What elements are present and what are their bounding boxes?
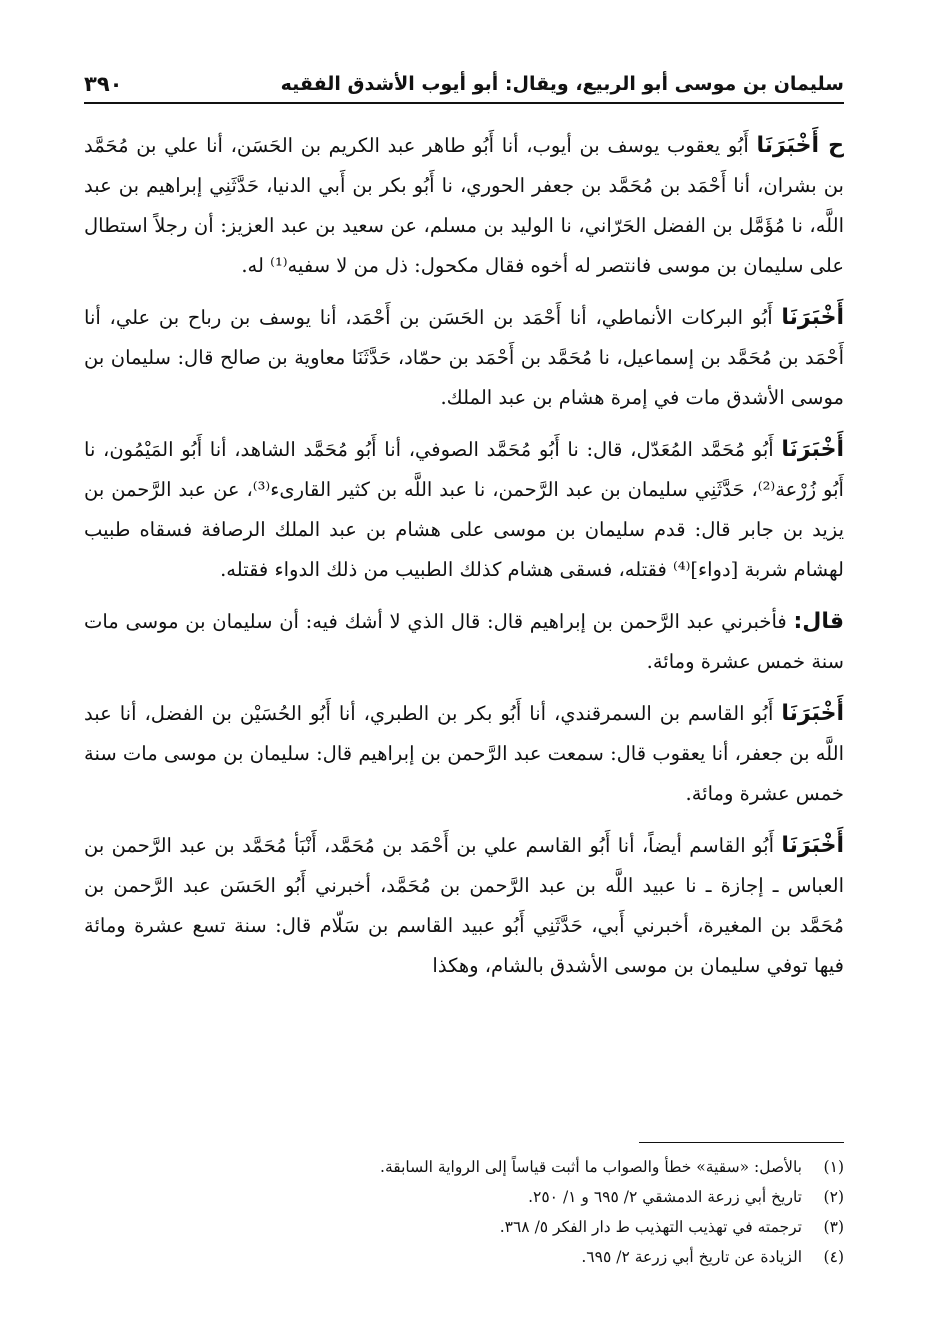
paragraph-text: أَبُو مُحَمَّد المُعَدّل، قال: نا أَبُو مُحَمَّد الصوفي، أنا أَبُو مُحَمَّد الشاهد، أنا أَبُو المَيْمُون، نا أَبُو زُرْعة⁽²⁾، حَدَّثَنِي سليمان بن عبد الرَّحمن، نا عبد اللَّه بن كثير القارىء⁽³⁾، عن عبد الرَّحمن بن يزيد بن جابر قال: قدم سليمان بن موسى على هشام بن عبد الملك الرصافة فسقاه طبيب لهشام شربة [دواء]⁽⁴⁾ فقتله، فسقى هشام كذلك الطبيب من ذلك الدواء فقتله.	[84, 438, 844, 581]
paragraph-lead: أَخْبَرَنَا	[781, 701, 844, 726]
paragraph-lead: ح أَخْبَرَنَا	[756, 133, 844, 158]
paragraph-text: أَبُو البركات الأنماطي، أنا أَحْمَد بن الحَسَن بن أَحْمَد، أنا يوسف بن رباح بن علي، أنا أَحْمَد بن مُحَمَّد بن إسماعيل، نا مُحَمَّد بن أَحْمَد بن حمّاد، حَدَّثَنَا معاوية بن صالح قال: سليمان بن موسى الأشدق مات في إمرة هشام بن عبد الملك.	[84, 306, 844, 409]
footnote-number: (٣)	[823, 1218, 844, 1236]
footnote-separator	[639, 1142, 844, 1143]
paragraph	[84, 430, 844, 590]
paragraph	[84, 602, 844, 682]
footnote-text: تاريخ أبي زرعة الدمشقي ٢/ ٦٩٥ و ١/ ٢٥٠.	[528, 1188, 802, 1206]
paragraph-text: أَبُو القاسم أيضاً، أنا أَبُو القاسم علي بن أَحْمَد بن مُحَمَّد، أَنْبَأ مُحَمَّد بن عبد الرَّحمن بن العباس ـ إجازة ـ نا عبيد اللَّه بن عبد الرَّحمن بن مُحَمَّد، أخبرني أَبُو الحَسَن عبد الرَّحمن بن مُحَمَّد بن المغيرة، أخبرني أَبي، حَدَّثَنِي أَبُو عبيد القاسم بن سَلّام قال: سنة تسع عشرة ومائة فيها توفي سليمان بن موسى الأشدق بالشام، وهكذا	[84, 834, 844, 977]
paragraph-lead: أَخْبَرَنَا	[781, 437, 844, 462]
footnote-number: (٢)	[823, 1188, 844, 1206]
footnote-number: (١)	[823, 1158, 844, 1176]
footnote	[84, 1242, 844, 1272]
book-page	[84, 52, 844, 1292]
paragraph-lead: قال:	[793, 609, 844, 634]
header-rule	[84, 102, 844, 104]
footnote-number: (٤)	[823, 1248, 844, 1266]
page-header	[84, 64, 844, 104]
footnote	[84, 1212, 844, 1242]
running-title: سليمان بن موسى أبو الربيع، ويقال: أبو أيوب الأشدق الفقيه	[280, 73, 844, 95]
footnote	[84, 1182, 844, 1212]
page-number: ٣٩٠	[84, 72, 123, 96]
paragraph	[84, 298, 844, 418]
main-text	[84, 126, 844, 998]
footnote-text: ترجمته في تهذيب التهذيب ط دار الفكر ٥/ ٣٦٨.	[499, 1218, 802, 1236]
paragraph-text: أَبُو يعقوب يوسف بن أيوب، أنا أَبُو طاهر عبد الكريم بن الحَسَن، أنا علي بن مُحَمَّد بن بشران، أنا أَحْمَد بن مُحَمَّد بن جعفر الحوري، نا أَبُو بكر بن أَبي الدنيا، حَدَّثَنِي إبراهيم بن عبد اللَّه، نا مُؤَمَّل بن الفضل الحَرّاني، نا الوليد بن مسلم، عن سعيد بن عبد العزيز: أن رجلاً استطال على سليمان بن موسى فانتصر له أخوه فقال مكحول: ذل من لا سفيه⁽¹⁾ له.	[84, 134, 844, 277]
footnote-text: الزيادة عن تاريخ أبي زرعة ٢/ ٦٩٥.	[581, 1248, 802, 1266]
paragraph-text: فأخبرني عبد الرَّحمن بن إبراهيم قال: قال الذي لا أشك فيه: أن سليمان بن موسى مات سنة خمس عشرة ومائة.	[84, 610, 844, 673]
footnote-text: بالأصل: «سقية» خطأ والصواب ما أثبت قياساً إلى الرواية السابقة.	[380, 1158, 802, 1176]
paragraph	[84, 826, 844, 986]
footnote	[84, 1152, 844, 1182]
paragraph-text: أَبُو القاسم بن السمرقندي، أنا أَبُو بكر بن الطبري، أنا أَبُو الحُسَيْن بن الفضل، أنا عبد اللَّه بن جعفر، أنا يعقوب قال: سمعت عبد الرَّحمن بن إبراهيم قال: سليمان بن موسى مات سنة خمس عشرة ومائة.	[84, 702, 844, 805]
footnotes	[84, 1152, 844, 1272]
paragraph	[84, 126, 844, 286]
paragraph	[84, 694, 844, 814]
paragraph-lead: أَخْبَرَنَا	[781, 305, 844, 330]
paragraph-lead: أَخْبَرَنَا	[781, 833, 844, 858]
